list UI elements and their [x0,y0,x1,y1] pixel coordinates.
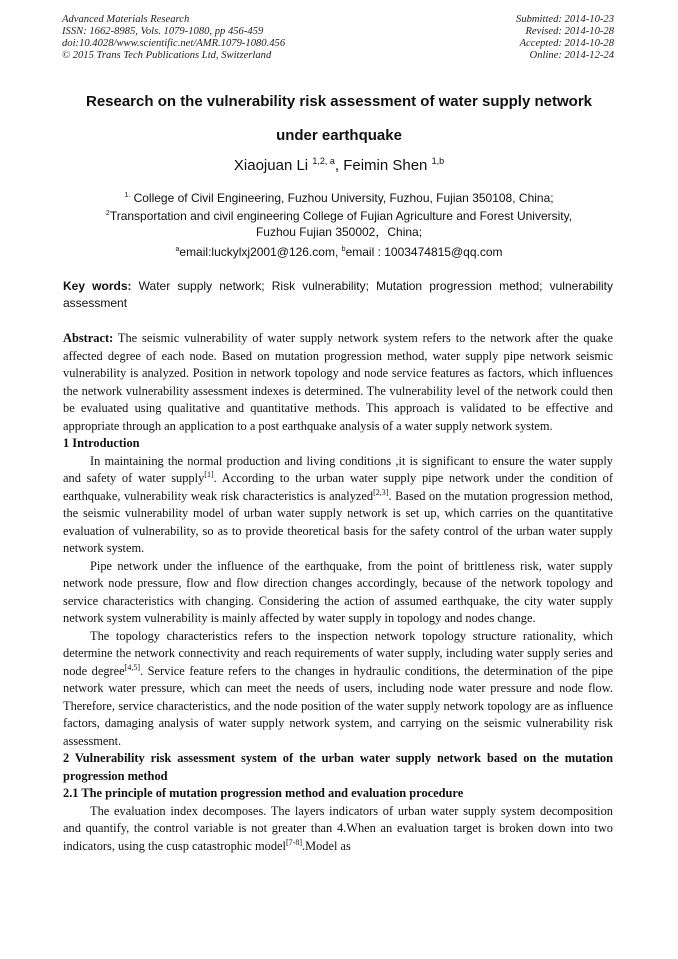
email-sup: a [175,246,180,253]
affiliation-1 [0,189,678,205]
paragraph [63,453,613,558]
paragraph-text: . According to the urban water supply pipe network under the condition of earthquake, vulnerability weak risk characteristics is analyzed [63,471,614,503]
author-emails [0,243,678,259]
revised-date: Revised: 2014-10-28 [525,26,614,37]
journal-header-left [62,14,285,62]
author-separator: , [334,157,344,174]
affiliation-text: Transportation and civil engineering College of Fujian Agriculture and Forest University, [109,209,573,223]
affiliation-text: College of Civil Engineering, Fuzhou University, Fuzhou, Fujian 350108, China; [130,191,554,205]
email-text: email : 1003474815@qq.com [345,245,503,259]
accepted-date: Accepted: 2014-10-28 [519,38,614,49]
paragraph-text: In maintaining the normal production and living conditions ,it is significant to ensure the water supply and safety of water supply [63,453,613,485]
journal-doi: doi:10.4028/www.scientific.net/AMR.1079-1080.456 [62,38,286,49]
paper-title-line-2: under earthquake [276,127,402,144]
subsection-heading: 2.1 The principle of mutation progression method and evaluation procedure [63,786,464,800]
section-heading: 1 Introduction [63,436,140,450]
keywords-label: Key words: [63,279,132,293]
author-list [0,156,678,174]
section-heading: 2 Vulnerability risk assessment system of the urban water supply network based on the mutation progression method [63,751,613,783]
citation: [7-8] [285,837,302,847]
citation: [2,3] [373,487,389,497]
author-affiliation-sup: 1,2, a [312,156,335,166]
paragraph-text: The topology characteristics refers to the inspection network topology structure rationality, which determine the network connectivity and reach requirements of water supply, including water supply series and node degree [63,628,613,678]
paragraph: Pipe network under the influence of the earthquake, from the point of brittleness risk, water supply network node pressure, flow and flow direction changes accordingly, because of the network topology and service characteristics with changing. Considering the action of assumed earthquake, the city water supply network system vulnerability is mainly affected by water supply in topology and nodes change. [63,558,613,625]
paragraph-text: .Model as [301,838,351,853]
paragraph [63,628,613,751]
paper-title-line-1: Research on the vulnerability risk assessment of water supply network [85,93,592,110]
affiliation-2-continued: Fuzhou Fujian 350002，China; [255,225,423,239]
paragraph-text: . Based on the mutation progression method, the seismic vulnerability model of urban water supply network is set up, which carries on the quantitative evaluation of vulnerability, so as to provide theoretical basis for the safety control of the urban water supply network system. [63,488,613,555]
email-text: email:luckylxj2001@126.com, [179,245,342,259]
citation: [1] [204,470,214,479]
affiliation-sup: 1. [124,192,131,199]
paper-body [63,330,613,855]
abstract-label: Abstract: [63,331,114,345]
author-name: Feimin Shen [343,157,428,174]
online-date: Online: 2014-12-24 [529,50,614,61]
paragraph-text: . Service feature refers to the changes in hydraulic conditions, the determination of the pipe network water pressure, which can meet the needs of users, including node water pressure and node flow. Therefore, service characteristics, and the node position of the water supply network topology are as influence factors, damaging analysis of water supply network system, and carrying on the seismic vulnerability risk assessment. [63,663,613,748]
affiliation-sup: 2 [105,210,110,217]
author-name: Xiaojuan Li [233,157,309,174]
abstract [63,330,613,435]
abstract-text: The seismic vulnerability of water supply network system refers to the network after the quake affected degree of each node. Based on mutation progression method, water supply pipe network seismic vulnerability is analyzed. Position in network topology and node service features as factors, which influences the network vulnerability assessment indexes is determined. The vulnerability level of the network could then be evaluated using qualitative and quantitative methods. This approach is validated to be effective and appropriate through an application to a post earthquake analysis of a water supply network system. [63,331,613,433]
submitted-date: Submitted: 2014-10-23 [516,14,614,25]
journal-issn: ISSN: 1662-8985, Vols. 1079-1080, pp 456-459 [62,26,264,37]
email-sup: b [341,246,346,253]
keywords-text: Water supply network; Risk vulnerability; Mutation progression method; vulnerability assessment [63,279,613,310]
journal-name: Advanced Materials Research [62,14,190,25]
paragraph-text: The evaluation index decomposes. The layers indicators of urban water supply system decomposition and quantify, the control variable is not greater than 4.When an evaluation target is broken down into two indicators, using the cusp catastrophic model [63,803,613,853]
citation: [4,5] [124,662,140,672]
journal-copyright: © 2015 Trans Tech Publications Ltd, Switzerland [62,50,272,61]
journal-header-right [516,14,614,62]
affiliation-2 [0,207,678,223]
author-affiliation-sup: 1,b [431,156,445,166]
paragraph [63,803,613,856]
keywords [63,278,613,312]
